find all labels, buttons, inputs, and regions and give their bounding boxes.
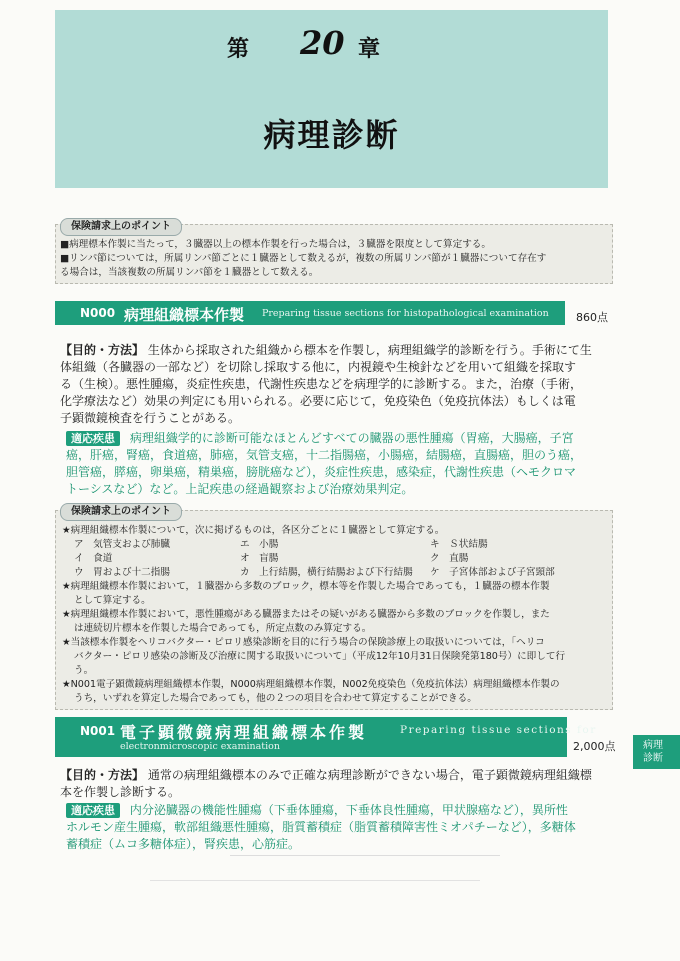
purpose-line: 体組織（各臓器の一部など）を切除し採取する他に，内視鏡や生検針などを用いて組織を採取す: [60, 360, 577, 374]
indication-line: 胆管癌，膵癌，卵巣癌，精巣癌，膀胱癌など），炎症性疾患，感染症，代謝性疾患（ヘモクロマ: [66, 465, 577, 479]
notice2-line: は連続切片標本を作製した場合であっても，所定点数のみ算定する。: [74, 623, 372, 634]
bleed-through-line: [150, 880, 480, 881]
organ-item: ク 直腸: [430, 553, 469, 564]
purpose-line: 子顕微鏡検査を行うことがある。: [60, 411, 241, 425]
notice1-line: ■病理標本作製に当たって，３臓器以上の標本作製を行った場合は，３臓器を限度として算定する。: [60, 239, 491, 250]
indication-line: ホルモン産生腫瘍，軟部組織悪性腫瘍，脂質蓄積症（脂質蓄積障害性ミオパチーなど），多糖体: [66, 820, 576, 834]
bleed-through-line: [230, 855, 500, 856]
indication-line: [66, 802, 568, 819]
organ-item: ウ 胃および十二指腸: [74, 567, 170, 578]
notice-tab-1: 保険請求上のポイント: [60, 218, 182, 236]
indication-line: [66, 430, 574, 447]
purpose-text: 生体から採取された組織から標本を作製し，病理組織学的診断を行う。手術にて生: [147, 343, 592, 357]
purpose-line: [60, 342, 592, 359]
side-tab-line: 診断: [643, 753, 663, 764]
section-title: 病理組織標本作製: [124, 306, 245, 324]
section-english: Preparing tissue sections for: [400, 724, 597, 736]
notice2-line: ★病理組織標本作製において，１臓器から多数のブロック，標本等を作製した場合であっても，１臓器の標本作製: [62, 581, 550, 592]
notice1-line: る場合は，当該複数の所属リンパ節を１臓器として数える。: [60, 267, 319, 278]
section-english: electronmicroscopic examination: [120, 741, 280, 752]
purpose-line: 本を作製し診断する。: [60, 785, 181, 799]
side-index-tab[interactable]: [633, 735, 680, 769]
purpose-line: [60, 767, 592, 784]
purpose-line: る（生検）。悪性腫瘍，炎症性疾患，代謝性疾患などを病理学的に診断する。また，治療（手術，: [60, 377, 583, 391]
chapter-number: 20: [300, 24, 345, 62]
purpose-label: 【目的・方法】: [60, 768, 145, 782]
notice-tab-2: 保険請求上のポイント: [60, 503, 182, 521]
indication-text: 病理組織学的に診断可能なほとんどすべての臓器の悪性腫瘍（胃癌，大腸癌，子宮: [129, 431, 574, 445]
purpose-line: 化学療法など）効果の判定にも用いられる。必要に応じて，免疫染色（免疫抗体法）もしくは電: [60, 394, 576, 408]
indication-line: トーシスなど）など。上記疾患の経過観察および治療効果判定。: [66, 482, 414, 496]
indication-line: 癌，肝癌，腎癌，食道癌，肺癌，気管支癌，十二指腸癌，小腸癌，結腸癌，直腸癌，胆のう癌，: [66, 448, 583, 462]
notice2-line: ★病理組織標本作製について，次に掲げるものは，各区分ごとに１臓器として算定する。: [62, 525, 445, 536]
chapter-title: 病理診断: [263, 116, 400, 154]
indication-line: 蓄積症（ムコ多糖体症），腎疾患，心筋症。: [66, 837, 301, 851]
chapter-suffix: 章: [358, 37, 381, 62]
organ-item: イ 食道: [74, 553, 113, 564]
section-english: Preparing tissue sections for histopathological examination: [262, 308, 549, 319]
organ-item: ア 気管支および肺臓: [74, 539, 170, 550]
notice2-line: う。: [74, 665, 94, 676]
indication-text: 内分泌臓器の機能性腫瘍（下垂体腫瘍，下垂体良性腫瘍，甲状腺癌など），異所性: [129, 803, 568, 817]
notice2-line: ★病理組織標本作製において，悪性腫瘍がある臓器またはその疑いがある臓器から多数のブロックを作製し，また: [62, 609, 550, 620]
section-title: 電子顕微鏡病理組織標本作製: [120, 723, 368, 742]
organ-item: オ 盲腸: [240, 553, 279, 564]
indication-tag: 適応疾患: [66, 803, 120, 818]
organ-item: ケ 子宮体部および子宮頸部: [430, 567, 555, 578]
purpose-text: 通常の病理組織標本のみで正確な病理診断ができない場合，電子顕微鏡病理組織標: [147, 768, 592, 782]
organ-item: キ Ｓ状結腸: [430, 539, 488, 550]
organ-item: カ 上行結腸，横行結腸および下行結腸: [240, 567, 413, 578]
notice2-line: ★N001電子顕微鏡病理組織標本作製，N000病理組織標本作製，N002免疫染色（免疫抗体法）病理組織標本作製の: [62, 679, 560, 690]
chapter-prefix: 第: [227, 37, 250, 62]
notice1-line: ■リンパ節については，所属リンパ節ごとに１臓器として数えるが，複数の所属リンパ節が１臓器について存在す: [60, 253, 547, 264]
notice2-line: ★当該標本作製をヘリコバクター・ピロリ感染診断を目的に行う場合の保険診療上の取扱いについては，「ヘリコ: [62, 637, 545, 648]
organ-item: エ 小腸: [240, 539, 279, 550]
purpose-label: 【目的・方法】: [60, 343, 145, 357]
notice2-line: バクター・ピロリ感染の診断及び治療に関する取扱いについて」（平成12年10月31日保険発第180号）に即して行: [74, 651, 566, 662]
notice2-line: として算定する。: [74, 595, 151, 606]
indication-tag: 適応疾患: [66, 431, 120, 446]
side-tab-line: 病理: [643, 740, 663, 751]
section-code: N001: [80, 724, 116, 738]
section-points: 860点: [576, 311, 608, 324]
section-code: N000: [80, 306, 116, 320]
notice2-line: うち，いずれを算定した場合であっても，他の２つの項目を合わせて算定することができる。: [74, 693, 477, 704]
section-points: 2,000点: [573, 740, 616, 753]
